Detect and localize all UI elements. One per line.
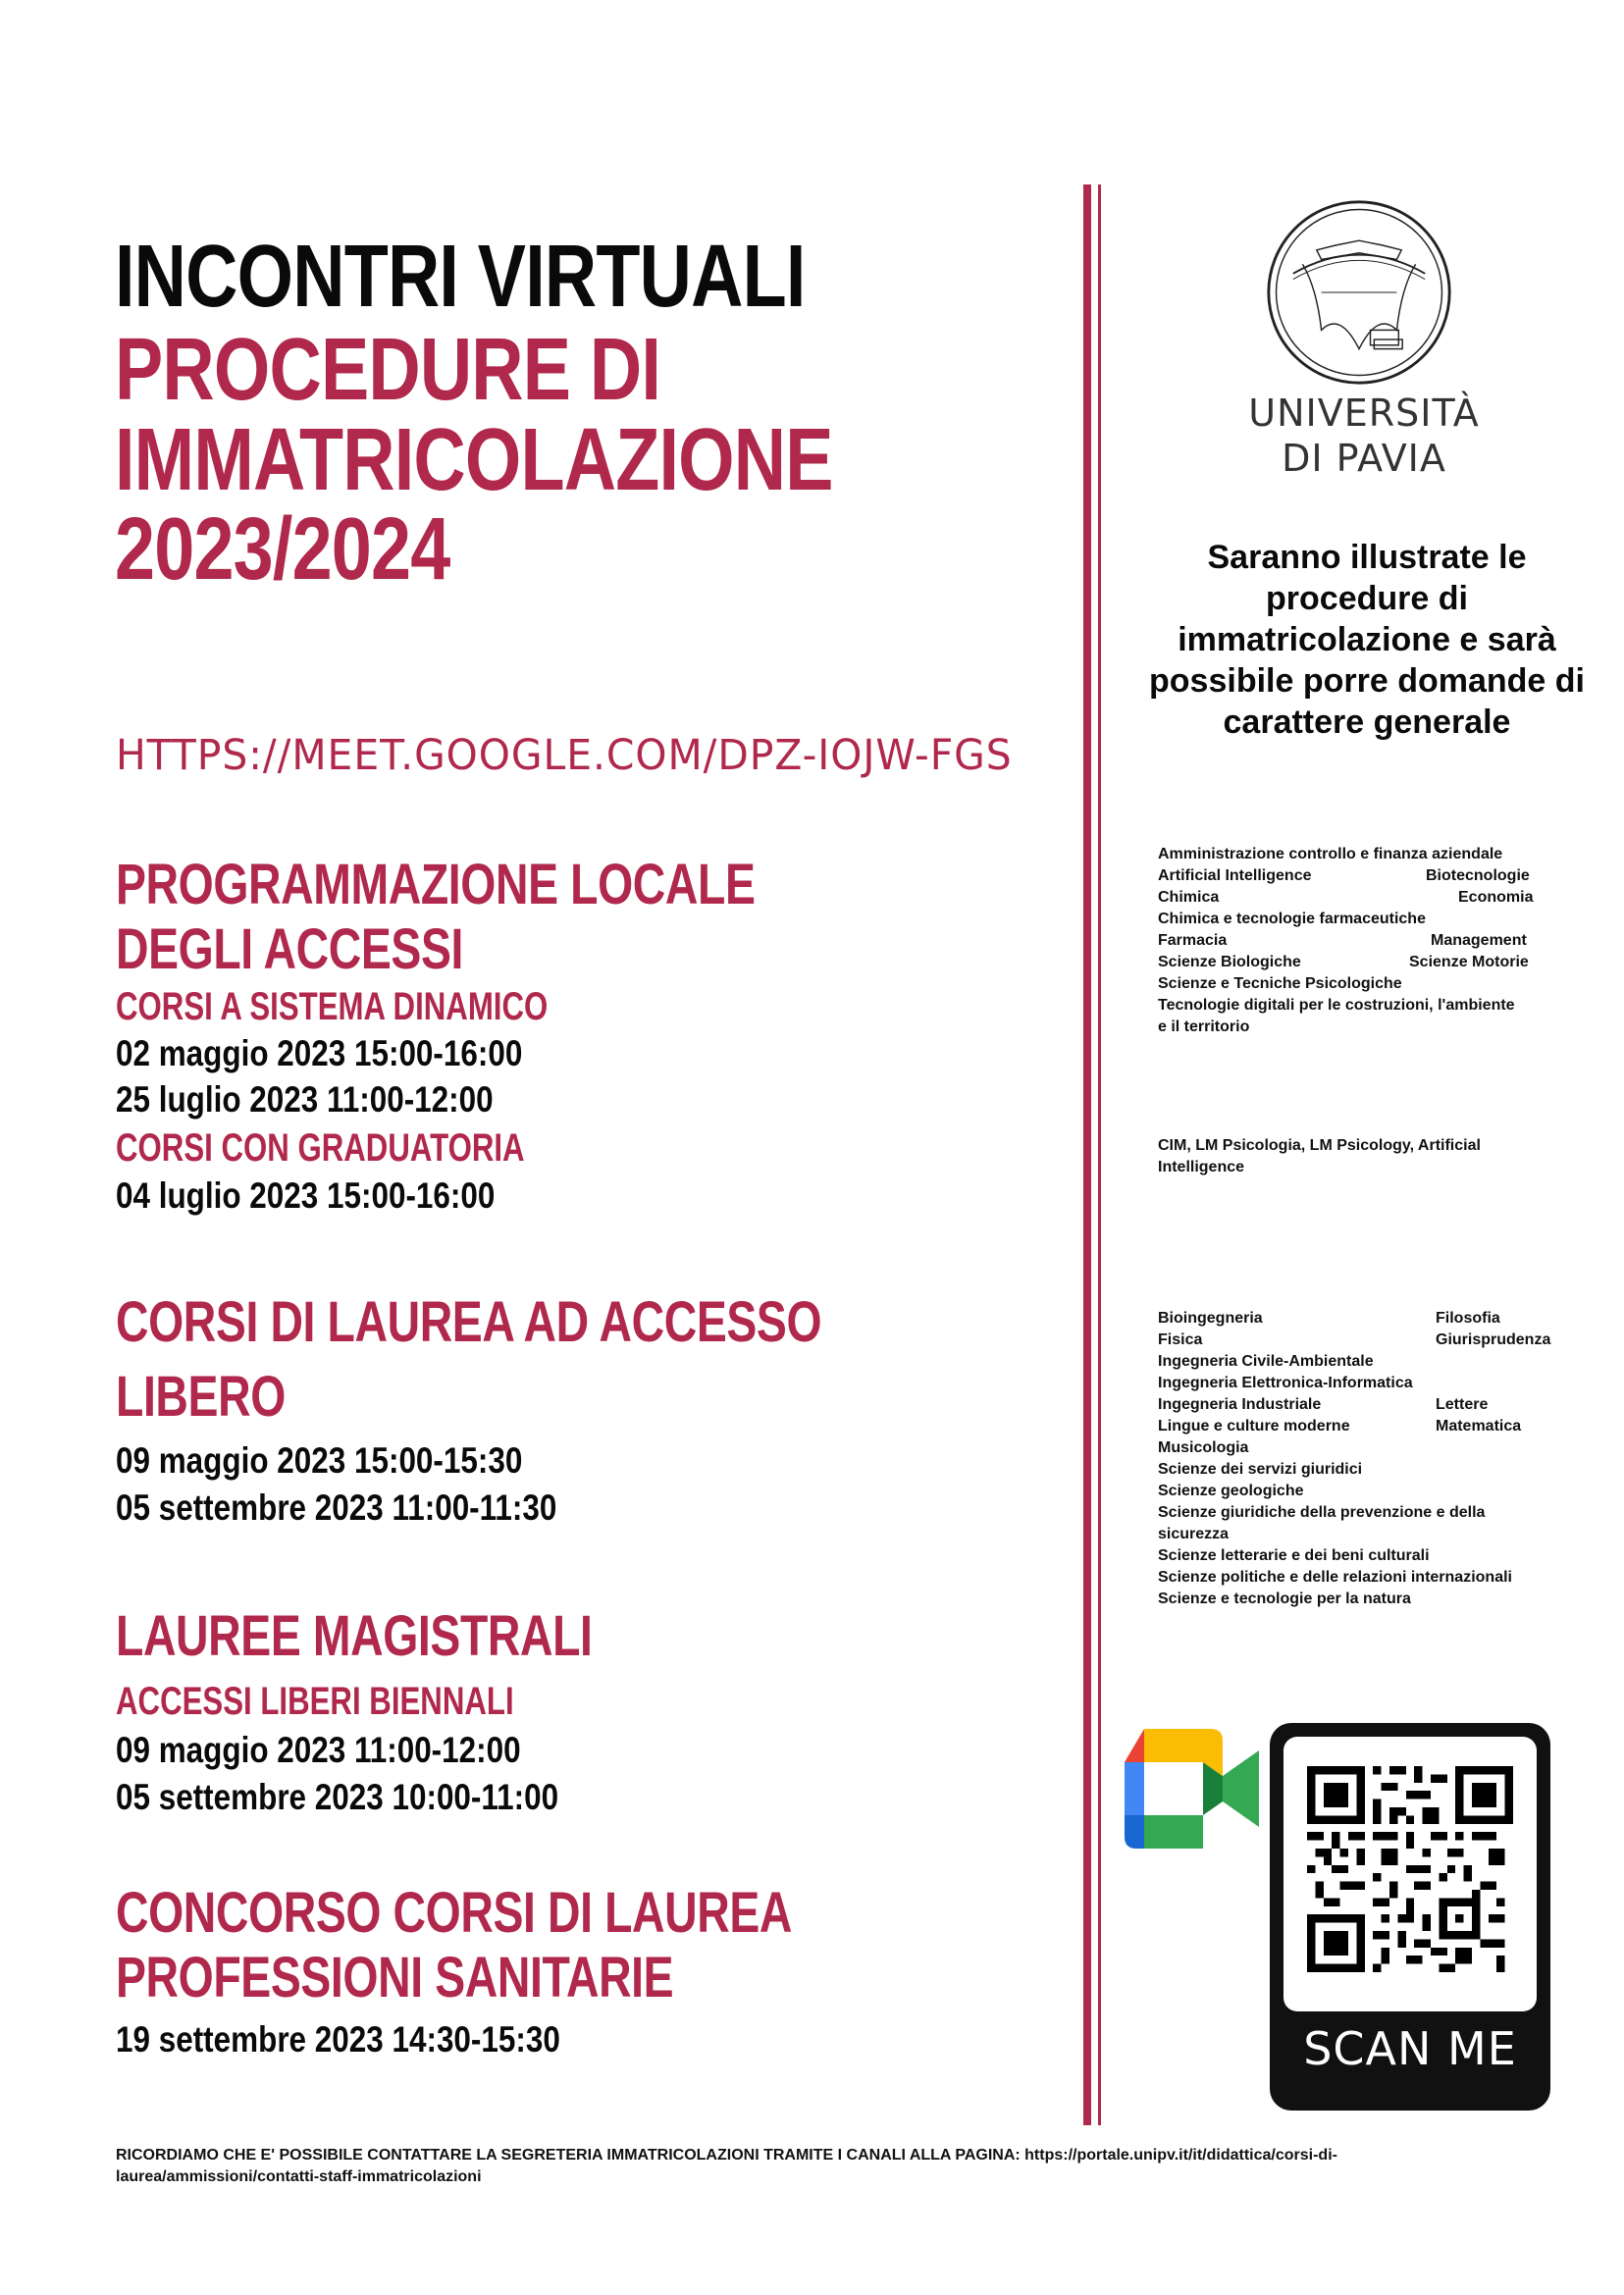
footer-line-1: RICORDIAMO CHE E' POSSIBILE CONTATTARE LA SEGRETERIA IMMATRICOLAZIONI TRAMITE I CANALI ALLA PAGINA: https://portale.unipv.it/it/didattica/corsi-di- — [116, 2147, 1337, 2164]
magistrali-sub: ACCESSI LIBERI BIENNALI — [116, 1680, 514, 1723]
university-seal-icon — [1265, 198, 1453, 387]
meet-link[interactable]: HTTPS://MEET.GOOGLE.COM/DPZ-IOJW-FGS — [116, 731, 1013, 780]
course-libero: Matematica — [1436, 1418, 1522, 1434]
course-dinamico: Amministrazione controllo e finanza aziendale — [1158, 846, 1503, 862]
course-libero: Fisica — [1158, 1331, 1203, 1348]
title-line-1: INCONTRI VIRTUALI — [115, 228, 806, 326]
scan-me-label: SCAN ME — [1303, 2022, 1517, 2075]
course-libero: sicurezza — [1158, 1526, 1230, 1542]
course-dinamico: Farmacia — [1158, 932, 1228, 949]
course-dinamico: Tecnologie digitali per le costruzioni, l'ambiente — [1158, 997, 1515, 1014]
programmazione-sub-dinamico: CORSI A SISTEMA DINAMICO — [116, 985, 549, 1028]
programmazione-heading-1: PROGRAMMAZIONE LOCALE — [116, 853, 756, 916]
course-dinamico: Economia — [1458, 889, 1534, 906]
course-libero: Scienze letterarie e dei beni culturali — [1158, 1547, 1430, 1564]
course-libero: Bioingegneria — [1158, 1310, 1263, 1327]
programmazione-sub-graduatoria: CORSI CON GRADUATORIA — [116, 1126, 525, 1170]
programmazione-date-1: 02 maggio 2023 15:00-16:00 — [116, 1033, 523, 1073]
footer-line-2[interactable]: laurea/ammissioni/contatti-staff-immatricolazioni — [116, 2168, 482, 2185]
course-dinamico: Chimica — [1158, 889, 1220, 906]
course-dinamico: Scienze Motorie — [1409, 954, 1529, 970]
course-dinamico: Artificial Intelligence — [1158, 867, 1312, 884]
course-libero: Ingegneria Industriale — [1158, 1396, 1322, 1413]
title-line-2: PROCEDURE DI — [115, 321, 661, 419]
magistrali-date-2: 05 settembre 2023 10:00-11:00 — [116, 1777, 559, 1817]
course-dinamico: e il territorio — [1158, 1018, 1250, 1035]
course-dinamico: Management — [1431, 932, 1527, 949]
course-libero: Filosofia — [1436, 1310, 1500, 1327]
programmazione-heading-2: DEGLI ACCESSI — [116, 917, 464, 981]
course-dinamico: Chimica e tecnologie farmaceutiche — [1158, 911, 1426, 927]
title-line-4: 2023/2024 — [115, 500, 450, 599]
course-libero: Musicologia — [1158, 1439, 1249, 1456]
university-name-line-2: DI PAVIA — [1282, 437, 1446, 480]
course-graduatoria: CIM, LM Psicologia, LM Psicology, Artificial — [1158, 1137, 1481, 1154]
magistrali-heading: LAUREE MAGISTRALI — [116, 1604, 593, 1668]
course-libero: Scienze politiche e delle relazioni internazionali — [1158, 1569, 1512, 1586]
concorso-date-1: 19 settembre 2023 14:30-15:30 — [116, 2019, 560, 2060]
magistrali-date-1: 09 maggio 2023 11:00-12:00 — [116, 1730, 521, 1770]
course-libero: Scienze giuridiche della prevenzione e della — [1158, 1504, 1486, 1521]
qr-code-frame — [1283, 1737, 1537, 2011]
course-libero: Scienze dei servizi giuridici — [1158, 1461, 1363, 1478]
course-dinamico: Scienze e Tecniche Psicologiche — [1158, 975, 1402, 992]
libero-heading-2: LIBERO — [116, 1365, 286, 1429]
concorso-heading-1: CONCORSO CORSI DI LAUREA — [116, 1881, 793, 1945]
university-name — [1246, 391, 1482, 481]
course-dinamico: Scienze Biologiche — [1158, 954, 1301, 970]
concorso-heading-2: PROFESSIONI SANITARIE — [116, 1946, 674, 2009]
libero-heading-1: CORSI DI LAUREA AD ACCESSO — [116, 1290, 822, 1354]
course-libero: Lingue e culture moderne — [1158, 1418, 1350, 1434]
title-line-3: IMMATRICOLAZIONE — [115, 411, 833, 509]
programmazione-date-2: 25 luglio 2023 11:00-12:00 — [116, 1079, 494, 1120]
programmazione-date-3: 04 luglio 2023 15:00-16:00 — [116, 1175, 496, 1216]
intro-text: Saranno illustrate le procedure di immatricolazione e sarà possibile porre domande di carattere generale — [1149, 539, 1585, 741]
course-libero: Scienze e tecnologie per la natura — [1158, 1591, 1411, 1607]
libero-date-1: 09 maggio 2023 15:00-15:30 — [116, 1440, 523, 1481]
course-graduatoria: Intelligence — [1158, 1159, 1245, 1175]
course-libero: Lettere — [1436, 1396, 1489, 1413]
course-dinamico: Biotecnologie — [1426, 867, 1530, 884]
course-libero: Ingegneria Civile-Ambientale — [1158, 1353, 1374, 1370]
course-libero: Ingegneria Elettronica-Informatica — [1158, 1375, 1413, 1391]
university-name-line-1: UNIVERSITÀ — [1248, 391, 1480, 435]
qr-code-icon[interactable] — [1307, 1766, 1513, 1972]
qr-code-card[interactable] — [1270, 1723, 1550, 2111]
footer-note — [116, 2145, 1509, 2188]
divider-thin — [1098, 184, 1101, 2125]
divider-thick — [1083, 184, 1091, 2125]
course-libero: Scienze geologiche — [1158, 1483, 1304, 1499]
google-meet-icon — [1125, 1729, 1259, 1849]
libero-date-2: 05 settembre 2023 11:00-11:30 — [116, 1487, 557, 1528]
course-libero: Giurisprudenza — [1436, 1331, 1551, 1348]
